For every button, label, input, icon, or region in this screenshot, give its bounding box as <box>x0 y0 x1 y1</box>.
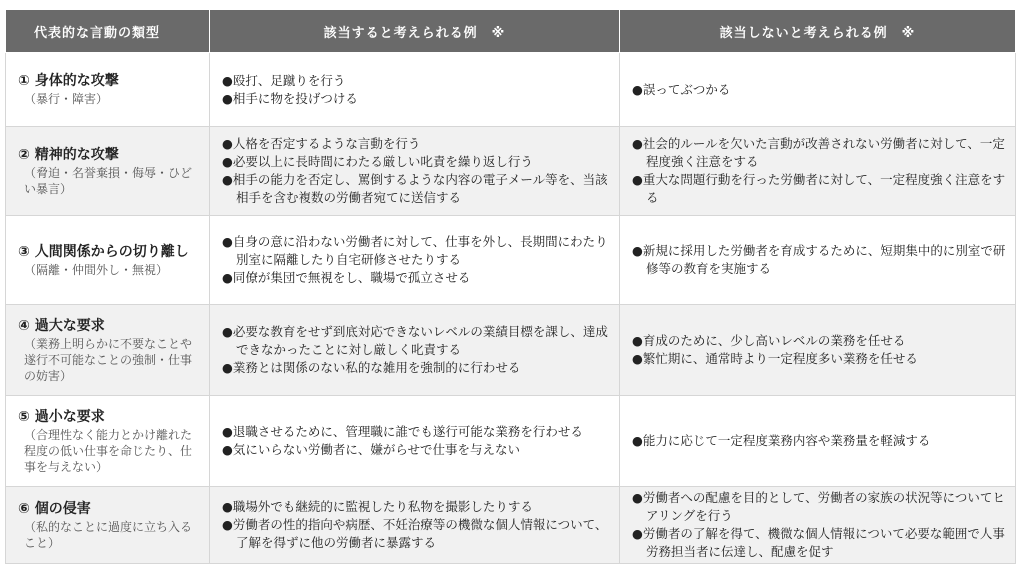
applicable-examples-cell <box>210 53 620 127</box>
not-applicable-examples-cell <box>620 487 1016 564</box>
example-item: ●気にいらない労働者に、嫌がらせで仕事を与えない <box>222 442 521 457</box>
not-applicable-examples-cell <box>620 127 1016 216</box>
category-subtitle: （合理性なく能力とかけ離れた程度の低い仕事を命じたり、仕事を与えない） <box>24 427 193 474</box>
applicable-examples-cell <box>210 216 620 305</box>
not-applicable-examples-cell <box>620 53 1016 127</box>
example-item: ●職場外でも継続的に監視したり私物を撮影したりする <box>222 499 533 514</box>
category-subtitle: （隔離・仲間外し・無視） <box>24 262 169 277</box>
example-item: ●新規に採用した労働者を育成するために、短期集中的に別室で研修等の教育を実施する <box>632 243 1006 276</box>
table-row <box>6 216 1016 305</box>
table-row <box>6 127 1016 216</box>
category-title: ④ 過大な要求 <box>18 317 105 334</box>
category-cell <box>6 305 210 396</box>
example-item: ●能力に応じて一定程度業務内容や業務量を軽減する <box>632 433 931 448</box>
example-item: ●業務とは関係のない私的な雑用を強制的に行わせる <box>222 360 521 375</box>
header-category: 代表的な言動の類型 <box>6 10 210 53</box>
category-cell <box>6 487 210 564</box>
header-not-applicable-examples: 該当しないと考えられる例 ※ <box>620 10 1016 53</box>
table-header-row <box>6 10 1016 53</box>
table-row <box>6 305 1016 396</box>
example-item: ●育成のために、少し高いレベルの業務を任せる <box>632 333 906 348</box>
example-item: ●自身の意に沿わない労働者に対して、仕事を外し、長期間にわたり別室に隔離したり自宅研修させたりする <box>222 234 608 267</box>
example-item: ●同僚が集団で無視をし、職場で孤立させる <box>222 270 471 285</box>
example-item: ●重大な問題行動を行った労働者に対して、一定程度強く注意をする <box>632 172 1006 205</box>
table-row <box>6 396 1016 487</box>
applicable-examples-cell <box>210 396 620 487</box>
example-item: ●労働者の性的指向や病歴、不妊治療等の機微な個人情報について、了解を得ずに他の労働者に暴露する <box>222 517 608 550</box>
example-item: ●労働者の了解を得て、機微な個人情報について必要な範囲で人事労務担当者に伝達し、配慮を促す <box>632 526 1005 559</box>
example-item: ●殴打、足蹴りを行う <box>222 72 346 88</box>
not-applicable-examples-cell <box>620 396 1016 487</box>
category-cell <box>6 396 210 487</box>
category-title: ⑥ 個の侵害 <box>18 500 91 517</box>
example-item: ●人格を否定するような言動を行う <box>222 136 421 151</box>
example-item: ●相手の能力を否定し、罵倒するような内容の電子メール等を、当該相手を含む複数の労働者宛てに送信する <box>222 172 608 205</box>
category-cell <box>6 127 210 216</box>
category-subtitle: （脅迫・名誉棄損・侮辱・ひどい暴言） <box>24 165 193 196</box>
example-item: ●退職させるために、管理職に誰でも遂行可能な業務を行わせる <box>222 424 583 439</box>
category-subtitle: （私的なことに過度に立ち入ること） <box>24 519 193 550</box>
example-item: ●繁忙期に、通常時より一定程度多い業務を任せる <box>632 351 918 366</box>
category-subtitle: （業務上明らかに不要なことや遂行不可能なことの強制・仕事の妨害） <box>24 336 193 383</box>
category-subtitle: （暴行・障害） <box>24 92 109 106</box>
category-cell <box>6 216 210 305</box>
example-item: ●必要な教育をせず到底対応できないレベルの業績目標を課し、達成できなかったことに対し厳しく叱責する <box>222 324 608 357</box>
applicable-examples-cell <box>210 127 620 216</box>
category-title: ① 身体的な攻撃 <box>18 73 119 89</box>
not-applicable-examples-cell <box>620 216 1016 305</box>
table-row <box>6 487 1016 564</box>
example-item: ●労働者への配慮を目的として、労働者の家族の状況等についてヒアリングを行う <box>632 490 1005 523</box>
example-item: ●社会的ルールを欠いた言動が改善されない労働者に対して、一定程度強く注意をする <box>632 136 1005 169</box>
header-applicable-examples: 該当すると考えられる例 ※ <box>210 10 620 53</box>
applicable-examples-cell <box>210 487 620 564</box>
not-applicable-examples-cell <box>620 305 1016 396</box>
category-title: ⑤ 過小な要求 <box>18 408 105 425</box>
table-row <box>6 53 1016 127</box>
harassment-examples-table <box>5 9 1016 564</box>
category-title: ② 精神的な攻撃 <box>18 146 119 163</box>
example-item: ●誤ってぶつかる <box>632 81 731 97</box>
category-title: ③ 人間関係からの切り離し <box>18 243 189 260</box>
harassment-table-wrapper <box>5 9 1015 564</box>
applicable-examples-cell <box>210 305 620 396</box>
example-item: ●必要以上に長時間にわたる厳しい叱責を繰り返し行う <box>222 154 533 169</box>
example-item: ●相手に物を投げつける <box>222 90 358 106</box>
category-cell <box>6 53 210 127</box>
